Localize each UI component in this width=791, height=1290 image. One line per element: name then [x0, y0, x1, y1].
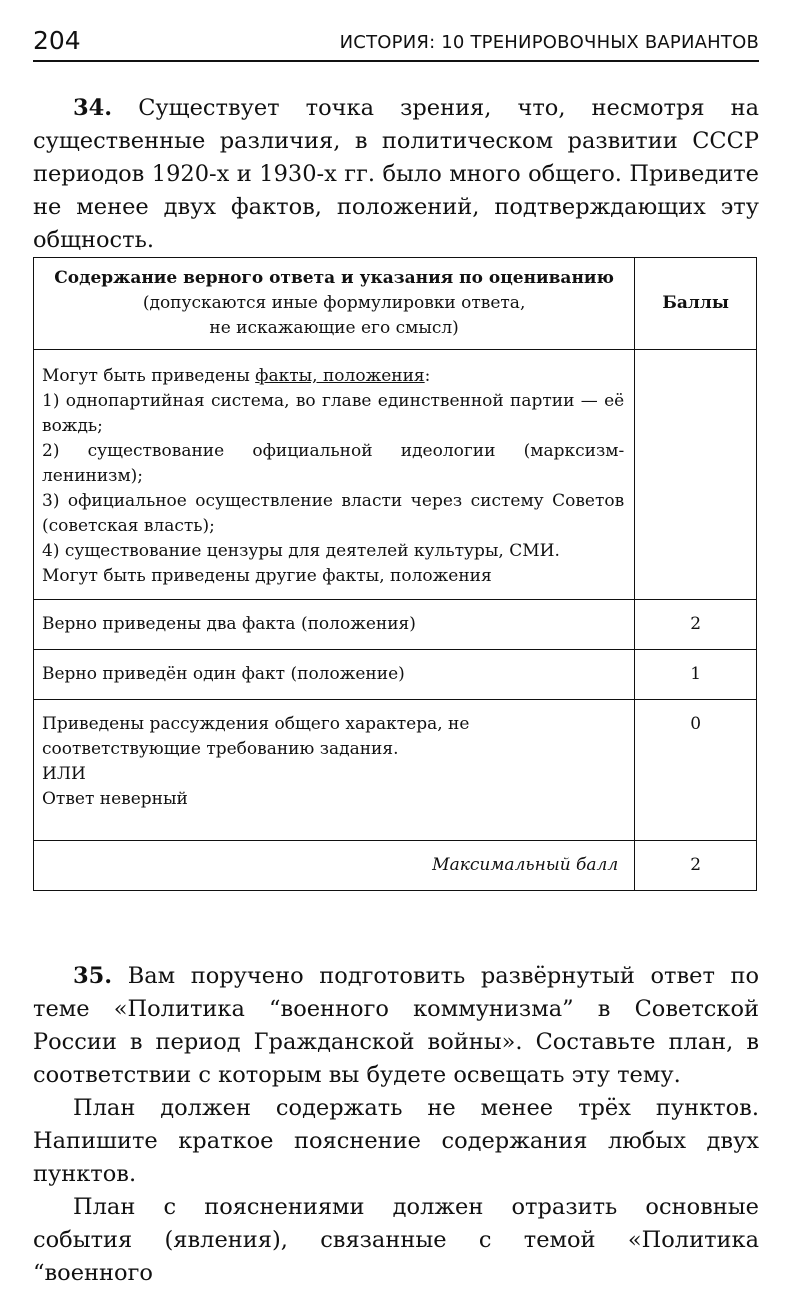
table-header-note-2: не искажающие его смысл)	[209, 318, 459, 338]
task-35-number: 35.	[73, 963, 113, 989]
grading-table	[33, 257, 757, 891]
table-row	[34, 600, 757, 650]
row-score: 0	[635, 700, 757, 841]
table-header-title: Содержание верного ответа и указания по оцениванию	[54, 268, 614, 288]
task-35-paragraph-2: План должен содержать не менее трёх пунктов. Напишите краткое пояснение содержания любых двух пунктов.	[33, 1095, 759, 1187]
table-row	[34, 700, 757, 841]
row-text-general: Приведены рассуждения общего характера, не соответствующие требованию задания.	[42, 714, 470, 759]
criteria-intro: Могут быть приведены факты, положения:	[42, 366, 431, 386]
task-34-number: 34.	[73, 95, 113, 121]
criteria-item: 1) однопартийная система, во главе единственной партии — её вождь;	[42, 391, 625, 436]
row-text-wrong: Ответ неверный	[42, 789, 188, 809]
row-score: 1	[635, 650, 757, 700]
task-34	[33, 92, 759, 257]
task-34-body: Существует точка зрения, что, несмотря на существенные различия, в политическом развитии СССР периодов 1920-х и 1930-х гг. было много общего. Приведите не менее двух фактов, положений, подтверждающих эту общность.	[33, 95, 760, 253]
row-text-or: ИЛИ	[42, 764, 86, 784]
max-score: 2	[635, 841, 757, 891]
running-title: ИСТОРИЯ: 10 ТРЕНИРОВОЧНЫХ ВАРИАНТОВ	[339, 32, 759, 53]
page-number: 204	[33, 26, 81, 55]
criteria-outro: Могут быть приведены другие факты, положения	[42, 566, 492, 586]
row-score: 2	[635, 600, 757, 650]
max-row	[34, 841, 757, 891]
row-text-zero	[34, 700, 635, 841]
table-header-note-1: (допускаются иные формулировки ответа,	[142, 293, 526, 313]
task-35	[33, 960, 759, 1290]
table-header-row	[34, 258, 757, 350]
criteria-row	[34, 350, 757, 600]
row-text: Верно приведены два факта (положения)	[34, 600, 635, 650]
criteria-cell	[34, 350, 635, 600]
criteria-item: 3) официальное осуществление власти через систему Советов (советская власть);	[42, 491, 625, 536]
row-text: Верно приведён один факт (положение)	[34, 650, 635, 700]
task-35-paragraph-3: План с пояснениями должен отразить основные события (явления), связанные с темой «Политика “военного	[33, 1194, 759, 1286]
max-label: Максимальный балл	[34, 841, 635, 891]
criteria-item: 4) существование цензуры для деятелей культуры, СМИ.	[42, 541, 560, 561]
table-header-main	[34, 258, 635, 350]
table-header-score: Баллы	[635, 258, 757, 350]
criteria-score-cell	[635, 350, 757, 600]
table-row	[34, 650, 757, 700]
criteria-item: 2) существование официальной идеологии (марксизм-ленинизм);	[42, 441, 625, 486]
page-header	[33, 26, 759, 62]
task-35-paragraph-1: 35. Вам поручено подготовить развёрнутый ответ по теме «Политика “военного коммунизма” в Советской России в период Гражданской войны». Составьте план, в соответствии с которым вы будете освещать эту тему.	[33, 963, 759, 1088]
task-34-text	[33, 92, 759, 257]
